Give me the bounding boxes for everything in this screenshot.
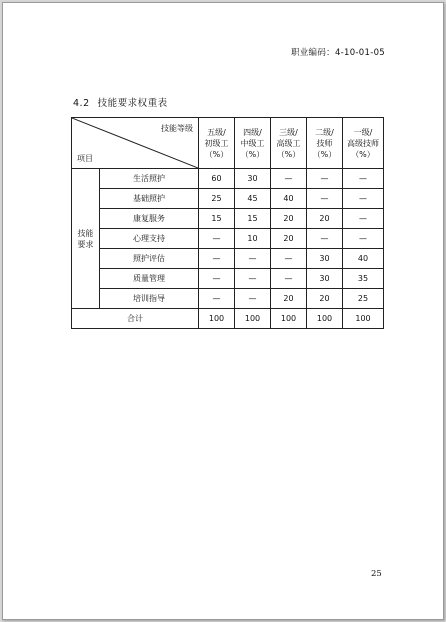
weight-cell: — — [199, 289, 235, 309]
weight-cell: — — [343, 209, 384, 229]
item-cell: 照护评估 — [100, 249, 199, 269]
weight-cell: — — [307, 189, 343, 209]
total-cell: 100 — [343, 309, 384, 329]
level-header: 五级/ 初级工 （%） — [199, 118, 235, 169]
weight-cell: 30 — [307, 249, 343, 269]
item-cell: 基础照护 — [100, 189, 199, 209]
level-header: 三级/ 高级工 （%） — [271, 118, 307, 169]
table-row — [72, 229, 384, 249]
weight-cell: 60 — [199, 169, 235, 189]
skill-weight-table — [71, 117, 384, 329]
total-cell: 100 — [271, 309, 307, 329]
item-cell: 生活照护 — [100, 169, 199, 189]
weight-cell: 25 — [199, 189, 235, 209]
corner-level-label: 技能等级 — [161, 124, 193, 133]
weight-cell: 20 — [271, 289, 307, 309]
weight-cell: — — [307, 229, 343, 249]
weight-cell: 40 — [343, 249, 384, 269]
weight-cell: — — [235, 269, 271, 289]
weight-cell: 15 — [199, 209, 235, 229]
weight-cell: 30 — [235, 169, 271, 189]
item-cell: 心理支持 — [100, 229, 199, 249]
item-cell: 培训指导 — [100, 289, 199, 309]
category-cell: 技能 要求 — [72, 169, 100, 309]
weight-cell: 20 — [307, 209, 343, 229]
weight-cell: — — [307, 169, 343, 189]
table-row — [72, 289, 384, 309]
corner-item-label: 项目 — [77, 154, 93, 163]
section-title — [73, 95, 168, 109]
weight-cell: 45 — [235, 189, 271, 209]
level-header: 一级/ 高级技师 （%） — [343, 118, 384, 169]
page-number: 25 — [371, 569, 382, 579]
weight-cell: 35 — [343, 269, 384, 289]
weight-cell: 15 — [235, 209, 271, 229]
weight-cell: — — [235, 289, 271, 309]
weight-cell: 20 — [271, 209, 307, 229]
level-header: 四级/ 中级工 （%） — [235, 118, 271, 169]
item-cell: 康复服务 — [100, 209, 199, 229]
weight-cell: — — [235, 249, 271, 269]
weight-cell: — — [199, 229, 235, 249]
weight-cell: 30 — [307, 269, 343, 289]
total-cell: 100 — [235, 309, 271, 329]
table-row — [72, 189, 384, 209]
item-cell: 质量管理 — [100, 269, 199, 289]
table-row — [72, 269, 384, 289]
corner-cell — [72, 118, 199, 169]
weight-cell: 40 — [271, 189, 307, 209]
document-page — [2, 2, 444, 620]
weight-cell: — — [199, 249, 235, 269]
table-row — [72, 169, 384, 189]
occupation-code: 职业编码：4-10-01-05 — [290, 48, 385, 58]
weight-cell: 20 — [271, 229, 307, 249]
weight-cell: — — [343, 229, 384, 249]
weight-cell: 25 — [343, 289, 384, 309]
level-header: 二级/ 技师 （%） — [307, 118, 343, 169]
total-cell: 100 — [307, 309, 343, 329]
total-cell: 100 — [199, 309, 235, 329]
weight-cell: — — [199, 269, 235, 289]
total-row — [72, 309, 384, 329]
table-row — [72, 249, 384, 269]
total-label: 合计 — [72, 309, 199, 329]
section-title-text: 技能要求权重表 — [97, 98, 168, 109]
weight-cell: — — [343, 169, 384, 189]
section-number: 4.2 — [73, 98, 90, 109]
weight-cell: — — [271, 269, 307, 289]
weight-cell: — — [271, 169, 307, 189]
weight-cell: 10 — [235, 229, 271, 249]
table-header-row — [72, 118, 384, 169]
weight-cell: 20 — [307, 289, 343, 309]
table-row — [72, 209, 384, 229]
weight-cell: — — [343, 189, 384, 209]
weight-cell: — — [271, 249, 307, 269]
